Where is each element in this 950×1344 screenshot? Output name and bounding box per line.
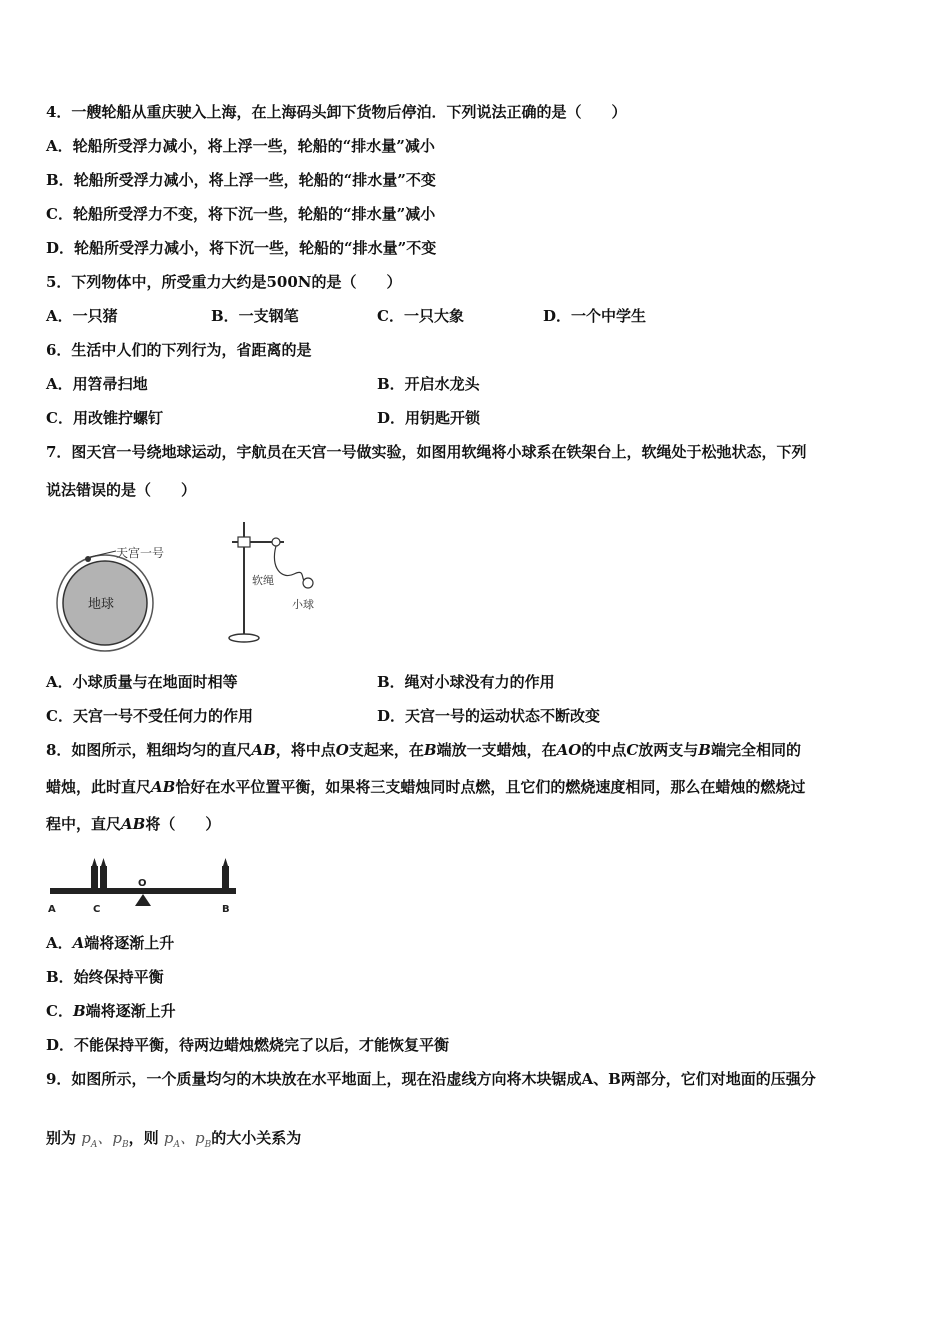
q5-option-b: B．一支钢笔 bbox=[211, 307, 299, 325]
q7-option-d: D．天宫一号的运动状态不断改变 bbox=[377, 707, 601, 725]
q8-option-label: C． bbox=[46, 1002, 73, 1020]
candle-b bbox=[222, 866, 229, 888]
q9-pb-2 bbox=[194, 1129, 212, 1150]
stand-arm-end bbox=[272, 538, 280, 546]
soft-rope bbox=[274, 546, 306, 582]
candle-c-1 bbox=[91, 866, 98, 888]
q5-stem: 5．下列物体中，所受重力大约是500N的是（ ） bbox=[46, 273, 402, 291]
q6-option-b: B．开启水龙头 bbox=[377, 375, 480, 393]
q8-text: 端完全相同的 bbox=[710, 741, 801, 759]
q9-sub-a: A bbox=[90, 1140, 98, 1150]
q8-ruler-figure bbox=[46, 850, 246, 915]
q9-p: p bbox=[81, 1129, 91, 1147]
q7-option-a: A．小球质量与在地面时相等 bbox=[46, 673, 238, 691]
q8-text: ，将中点 bbox=[275, 741, 336, 759]
q6-option-a: A．用笤帚扫地 bbox=[46, 375, 148, 393]
q8-option-c bbox=[46, 1001, 176, 1021]
q9-pa-2 bbox=[163, 1129, 180, 1150]
q9-sub-b: B bbox=[121, 1140, 129, 1150]
q9-sub-b: B bbox=[204, 1140, 212, 1150]
q8-var-ab: AB bbox=[151, 778, 176, 796]
q9-p: p bbox=[163, 1129, 174, 1147]
q8-var-ab: AB bbox=[121, 815, 146, 833]
q9-pa-1 bbox=[81, 1129, 98, 1150]
label-o: O bbox=[138, 878, 147, 889]
q5-option-a: A．一只猪 bbox=[46, 307, 118, 325]
q4-stem: 4．一艘轮船从重庆驶入上海，在上海码头卸下货物后停泊．下列说法正确的是（ ） bbox=[46, 103, 627, 121]
q8-option-text: 端将逐渐上升 bbox=[85, 1002, 176, 1020]
q8-var-b: B bbox=[72, 1002, 86, 1020]
q9-text: 的大小关系为 bbox=[211, 1129, 302, 1147]
q4-option-d: D．轮船所受浮力减小，将下沉一些，轮船的“排水量”不变 bbox=[46, 239, 437, 257]
q8-text: 端放一支蜡烛，在 bbox=[436, 741, 557, 759]
q5-option-d: D．一个中学生 bbox=[543, 307, 647, 325]
flame-c-2 bbox=[101, 858, 106, 866]
q9-stem-line2 bbox=[46, 1128, 301, 1155]
stand-base bbox=[229, 634, 259, 642]
q9-pb-1 bbox=[112, 1129, 129, 1150]
q9-sep: 、 bbox=[179, 1129, 195, 1147]
q8-option-d: D．不能保持平衡，待两边蜡烛燃烧完了以后，才能恢复平衡 bbox=[46, 1036, 450, 1054]
q9-stem-line1: 9．如图所示，一个质量均匀的木块放在水平地面上，现在沿虚线方向将木块锯成A、B两部分，它们对地面的压强分 bbox=[46, 1070, 816, 1088]
q8-var-b: B bbox=[698, 741, 711, 759]
q9-sep: 、 bbox=[97, 1129, 113, 1147]
q8-text: 程中，直尺 bbox=[46, 815, 122, 833]
q9-p: p bbox=[194, 1129, 205, 1147]
q8-text: 恰好在水平位置平衡，如果将三支蜡烛同时点燃，且它们的燃烧速度相同，那么在蜡烛的燃烧过 bbox=[175, 778, 806, 796]
flame-b bbox=[223, 858, 228, 866]
q8-stem-line3 bbox=[46, 814, 220, 834]
q7-option-b: B．绳对小球没有力的作用 bbox=[377, 673, 555, 691]
q8-var-ab: AB bbox=[251, 741, 276, 759]
fulcrum-o bbox=[135, 894, 151, 906]
q7-stem-line1: 7．图天宫一号绕地球运动，宇航员在天宫一号做实验，如图用软绳将小球系在铁架台上，软绳处于松弛状态，下列 bbox=[46, 443, 807, 461]
station-label: 天宫一号 bbox=[116, 546, 165, 560]
rope-label: 软绳 bbox=[252, 574, 274, 587]
q8-text: 放两支与 bbox=[638, 741, 699, 759]
q8-text: 蜡烛，此时直尺 bbox=[46, 778, 152, 796]
q7-stem-line2: 说法错误的是（ ） bbox=[46, 481, 197, 499]
q8-text: 支起来，在 bbox=[348, 741, 424, 759]
q8-stem-line1 bbox=[46, 740, 801, 760]
q6-stem: 6．生活中人们的下列行为，省距离的是 bbox=[46, 341, 312, 359]
q8-var-ao: AO bbox=[556, 741, 582, 759]
stand-clamp bbox=[238, 537, 250, 547]
q8-var-b: B bbox=[423, 741, 437, 759]
q8-option-b: B．始终保持平衡 bbox=[46, 968, 164, 986]
q8-text: 将（ ） bbox=[145, 815, 221, 833]
q7-earth-figure bbox=[50, 535, 190, 655]
q5-option-c: C．一只大象 bbox=[377, 307, 464, 325]
flame-c-1 bbox=[92, 858, 97, 866]
q8-var-a: A bbox=[72, 934, 85, 952]
q8-text: 8．如图所示，粗细均匀的直尺 bbox=[46, 741, 252, 759]
earth-label: 地球 bbox=[88, 597, 115, 612]
q8-var-o: O bbox=[335, 741, 349, 759]
q8-text: 的中点 bbox=[581, 741, 627, 759]
q8-option-text: 端将逐渐上升 bbox=[84, 934, 175, 952]
label-b: B bbox=[222, 904, 230, 915]
q9-sub-a: A bbox=[173, 1140, 180, 1150]
q9-text: ，则 bbox=[128, 1129, 159, 1147]
label-a: A bbox=[48, 904, 56, 915]
small-ball bbox=[303, 578, 313, 588]
q7-stand-figure bbox=[220, 518, 330, 653]
q7-option-c: C．天宫一号不受任何力的作用 bbox=[46, 707, 253, 725]
q9-text: 别为 bbox=[46, 1129, 77, 1147]
q8-stem-line2 bbox=[46, 777, 805, 797]
q4-option-c: C．轮船所受浮力不变，将下沉一些，轮船的“排水量”减小 bbox=[46, 205, 436, 223]
ball-label: 小球 bbox=[292, 598, 314, 611]
q4-option-b: B．轮船所受浮力减小，将上浮一些，轮船的“排水量”不变 bbox=[46, 171, 436, 189]
label-c: C bbox=[93, 904, 101, 915]
q8-option-a bbox=[46, 933, 174, 953]
q4-option-a: A．轮船所受浮力减小，将上浮一些，轮船的“排水量”减小 bbox=[46, 137, 435, 155]
q9-p: p bbox=[112, 1129, 122, 1147]
q6-option-c: C．用改锥拧螺钉 bbox=[46, 409, 163, 427]
q8-var-c: C bbox=[626, 741, 639, 759]
q8-option-label: A． bbox=[46, 934, 73, 952]
q6-option-d: D．用钥匙开锁 bbox=[377, 409, 481, 427]
candle-c-2 bbox=[100, 866, 107, 888]
